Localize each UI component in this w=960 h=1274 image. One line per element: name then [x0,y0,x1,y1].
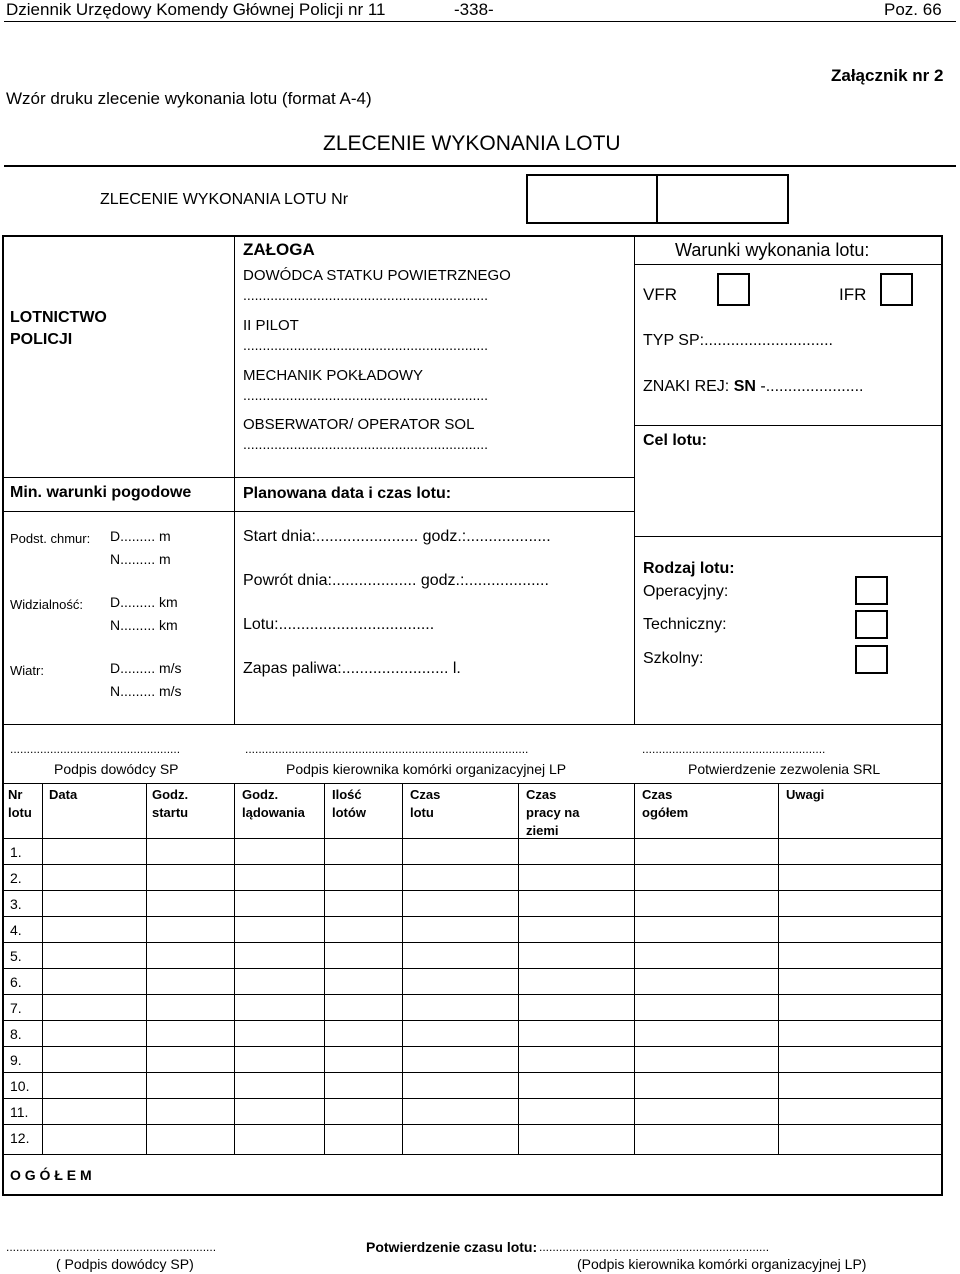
fuel-field[interactable]: Zapas paliwa:........................ l. [243,660,461,677]
signature-srl-label: Potwierdzenie zezwolenia SRL [688,761,881,777]
col-header-date: Data [49,787,78,802]
divider-v1 [234,235,235,724]
wind-day-field[interactable]: D......... m/s [110,660,182,676]
training-label: Szkolny: [643,650,704,667]
divider-h-cond [634,264,943,265]
vfr-checkbox[interactable] [717,273,750,306]
table-row-rule [2,916,943,917]
signature-commander-label: Podpis dowódcy SP [54,761,179,777]
technical-label: Techniczny: [643,616,727,633]
footer-confirm-label: Potwierdzenie czasu lotu: [366,1239,538,1255]
flight-kind-title: Rodzaj lotu: [643,560,735,577]
footer-commander-label: ( Podpis dowódcy SP) [56,1256,194,1272]
vfr-label: VFR [643,285,677,304]
table-row-rule [2,1072,943,1073]
table-top-rule [2,783,943,784]
registration-prefix: SN [733,378,756,395]
row-number: 6. [10,974,22,990]
flight-field[interactable]: Lotu:................................... [243,616,435,633]
signature-commander-field[interactable]: ................................................... [10,742,181,756]
col-header-notes: Uwagi [786,787,825,802]
total-label: O G Ó Ł E M [10,1167,92,1183]
visibility-day-field[interactable]: D......... km [110,594,178,610]
aircraft-type-field[interactable]: TYP SP:............................. [643,332,833,349]
footer-manager-label: (Podpis kierownika komórki organizacyjnej LP) [577,1256,867,1272]
header-rule [4,21,956,22]
col-header-flight-time: Czas lotu [410,787,441,820]
row-number: 10. [10,1078,30,1094]
table-row-rule [2,968,943,969]
registration-label: ZNAKI REJ: [643,378,734,395]
table-row-rule [2,994,943,995]
table-row-rule [2,942,943,943]
divider-h-crew [2,477,635,478]
order-number-box-2[interactable] [656,174,789,224]
ifr-checkbox[interactable] [880,273,913,306]
col-header-landing: Godz. lądowania [242,787,305,820]
planned-title: Planowana data i czas lotu: [243,485,452,502]
footer-manager-signature[interactable]: ..................................................................... [539,1240,770,1254]
template-label: Wzór druku zlecenie wykonania lotu (format A-4) [6,89,372,108]
signature-manager-label: Podpis kierownika komórki organizacyjnej LP [286,761,567,777]
table-row-rule [2,1124,943,1125]
table-row-rule [2,1020,943,1021]
table-row-rule [2,838,943,839]
table-total-rule [2,1154,943,1155]
row-number: 12. [10,1130,30,1146]
crew-mechanic-field[interactable]: ............................................................... [243,387,489,403]
registration-field[interactable] [643,378,864,396]
crew-observer-label: OBSERWATOR/ OPERATOR SOL [243,416,475,433]
crew-title: ZAŁOGA [243,240,315,259]
row-number: 8. [10,1026,22,1042]
title-rule [4,165,956,167]
divider-h-kind [634,536,943,537]
divider-h-signatures [2,724,943,725]
crew-commander-label: DOWÓDCA STATKU POWIETRZNEGO [243,267,511,284]
col-header-total-time: Czas ogółem [642,787,689,820]
order-number-label: ZLECENIE WYKONANIA LOTU Nr [100,191,349,208]
clouds-label: Podst. chmur: [10,531,91,546]
crew-mechanic-label: MECHANIK POKŁADOWY [243,367,424,384]
return-date-field[interactable]: Powrót dnia:................... godz.:................... [243,572,549,589]
start-date-field[interactable]: Start dnia:....................... godz.:................... [243,528,551,545]
divider-h-weather [2,511,635,512]
col-header-ground-time: Czas pracy na ziemi [526,787,580,838]
order-number-box-1[interactable] [526,174,658,224]
page-number: -338- [454,0,494,19]
operational-checkbox[interactable] [855,576,888,605]
operational-label: Operacyjny: [643,583,729,600]
ifr-label: IFR [839,285,867,304]
row-number: 7. [10,1000,22,1016]
row-number: 1. [10,844,22,860]
table-row-rule [2,1098,943,1099]
form-title: ZLECENIE WYKONANIA LOTU [323,132,621,155]
crew-commander-field[interactable]: ............................................................... [243,287,489,303]
divider-v2 [634,235,635,724]
table-row-rule [2,890,943,891]
row-number: 9. [10,1052,22,1068]
divider-h-goal [634,425,943,426]
registration-dots: -...................... [755,378,864,395]
training-checkbox[interactable] [855,645,888,674]
row-number: 3. [10,896,22,912]
col-header-count: Ilość lotów [332,787,366,820]
col-header-start: Godz. startu [152,787,189,820]
journal-title: Dziennik Urzędowy Komendy Głównej Policji nr 11 [6,0,386,19]
visibility-label: Widzialność: [10,597,83,612]
table-row-rule [2,1046,943,1047]
crew-pilot2-field[interactable]: ............................................................... [243,337,489,353]
signature-manager-field[interactable]: ..................................................................................... [245,742,529,756]
signature-srl-field[interactable]: ....................................................... [642,742,826,756]
wind-night-field[interactable]: N......... m/s [110,683,182,699]
row-number: 11. [10,1104,29,1120]
footer-commander-signature[interactable]: ............................................................... [6,1240,217,1254]
unit-name: LOTNICTWO POLICJI [10,309,107,348]
clouds-day-field[interactable]: D......... m [110,528,171,544]
row-number: 2. [10,870,22,886]
position-number: Poz. 66 [884,0,942,19]
wind-label: Wiatr: [10,663,44,678]
table-row-rule [2,864,943,865]
weather-title: Min. warunki pogodowe [10,484,192,501]
conditions-title: Warunki wykonania lotu: [675,240,870,260]
crew-pilot2-label: II PILOT [243,317,299,334]
visibility-night-field[interactable]: N......... km [110,617,178,633]
technical-checkbox[interactable] [855,610,888,639]
crew-observer-field[interactable]: ............................................................... [243,436,489,452]
attachment-label: Załącznik nr 2 [831,66,944,85]
row-number: 4. [10,922,22,938]
row-number: 5. [10,948,22,964]
flight-goal-label: Cel lotu: [643,432,707,449]
clouds-night-field[interactable]: N......... m [110,551,171,567]
col-header-nr: Nr lotu [8,787,32,820]
